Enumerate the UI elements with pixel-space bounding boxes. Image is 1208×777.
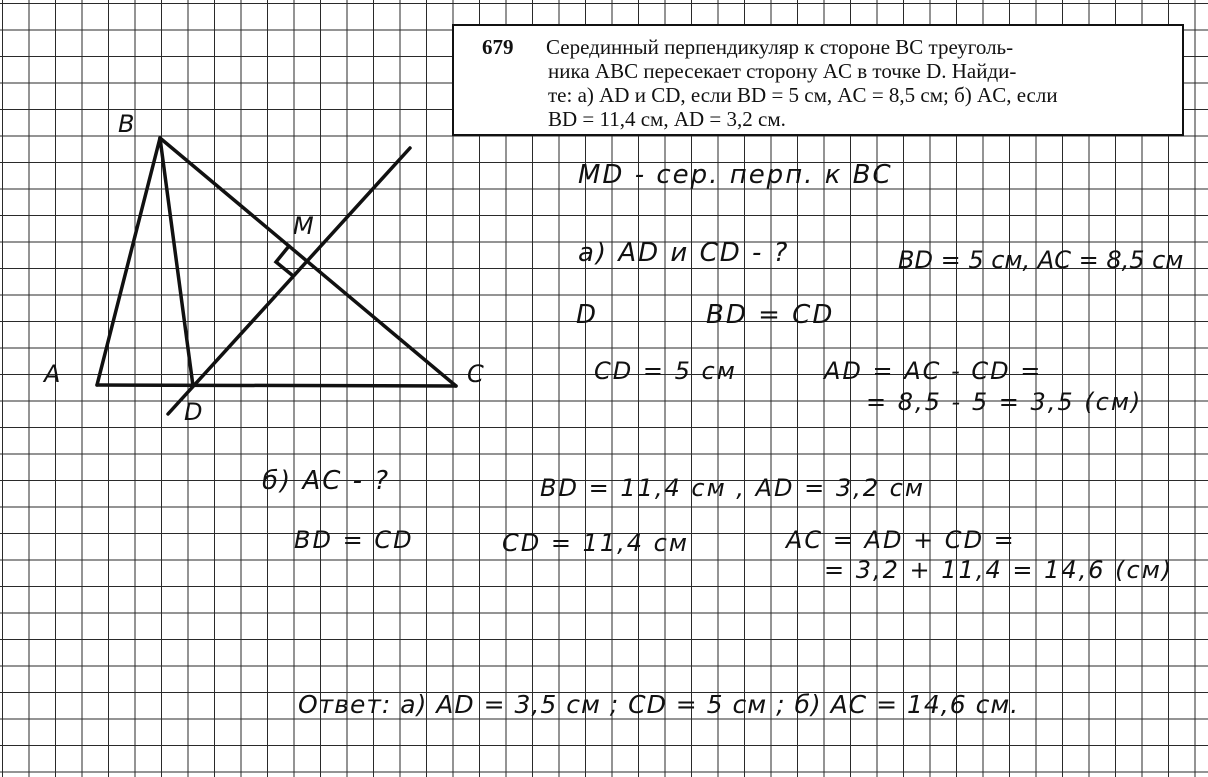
label-a: A	[44, 360, 61, 388]
problem-number: 679	[482, 35, 514, 59]
part-b-eq2: CD = 11,4 см	[502, 529, 689, 557]
answer-line: Ответ: а) AD = 3,5 см ; CD = 5 см ; б) AC = 14,6 см.	[298, 690, 1020, 719]
problem-line-4: BD = 11,4 см, AD = 3,2 см.	[548, 107, 786, 131]
part-b-title: б) AC - ?	[262, 466, 391, 496]
part-a-eq4: = 8,5 - 5 = 3,5 (см)	[866, 388, 1143, 416]
part-a-title: а) AD и CD - ?	[578, 238, 790, 268]
side-ac	[97, 385, 456, 386]
problem-line-3: те: а) AD и CD, если BD = 5 см, AC = 8,5 см; б) AC, если	[548, 83, 1058, 107]
solution-line-md: MD - сер. перп. к BC	[578, 160, 893, 190]
label-b: B	[118, 110, 135, 138]
problem-line-2: ника ABC пересекает сторону AC в точке D. Найди-	[548, 59, 1017, 83]
part-a-eq1: BD = CD	[706, 300, 835, 330]
part-b-given: BD = 11,4 см , AD = 3,2 см	[540, 474, 925, 502]
part-b-eq1: BD = CD	[294, 526, 414, 554]
label-d: D	[184, 398, 203, 426]
part-a-eq2: CD = 5 см	[594, 357, 737, 385]
part-b-eq3: AC = AD + CD =	[786, 526, 1016, 554]
side-ab	[97, 138, 160, 385]
perpendicular-line	[168, 148, 410, 414]
right-angle-mark	[276, 246, 292, 275]
segment-bd	[160, 138, 193, 386]
label-c: C	[467, 360, 484, 388]
part-a-d: D	[576, 300, 599, 330]
label-m: M	[293, 212, 314, 240]
part-a-eq3: AD = AC - CD =	[824, 357, 1043, 385]
problem-line-1: Серединный перпендикуляр к стороне BC треуголь-	[546, 35, 1014, 59]
part-b-eq4: = 3,2 + 11,4 = 14,6 (см)	[824, 556, 1174, 584]
part-a-given: BD = 5 см, AC = 8,5 см	[898, 246, 1184, 274]
